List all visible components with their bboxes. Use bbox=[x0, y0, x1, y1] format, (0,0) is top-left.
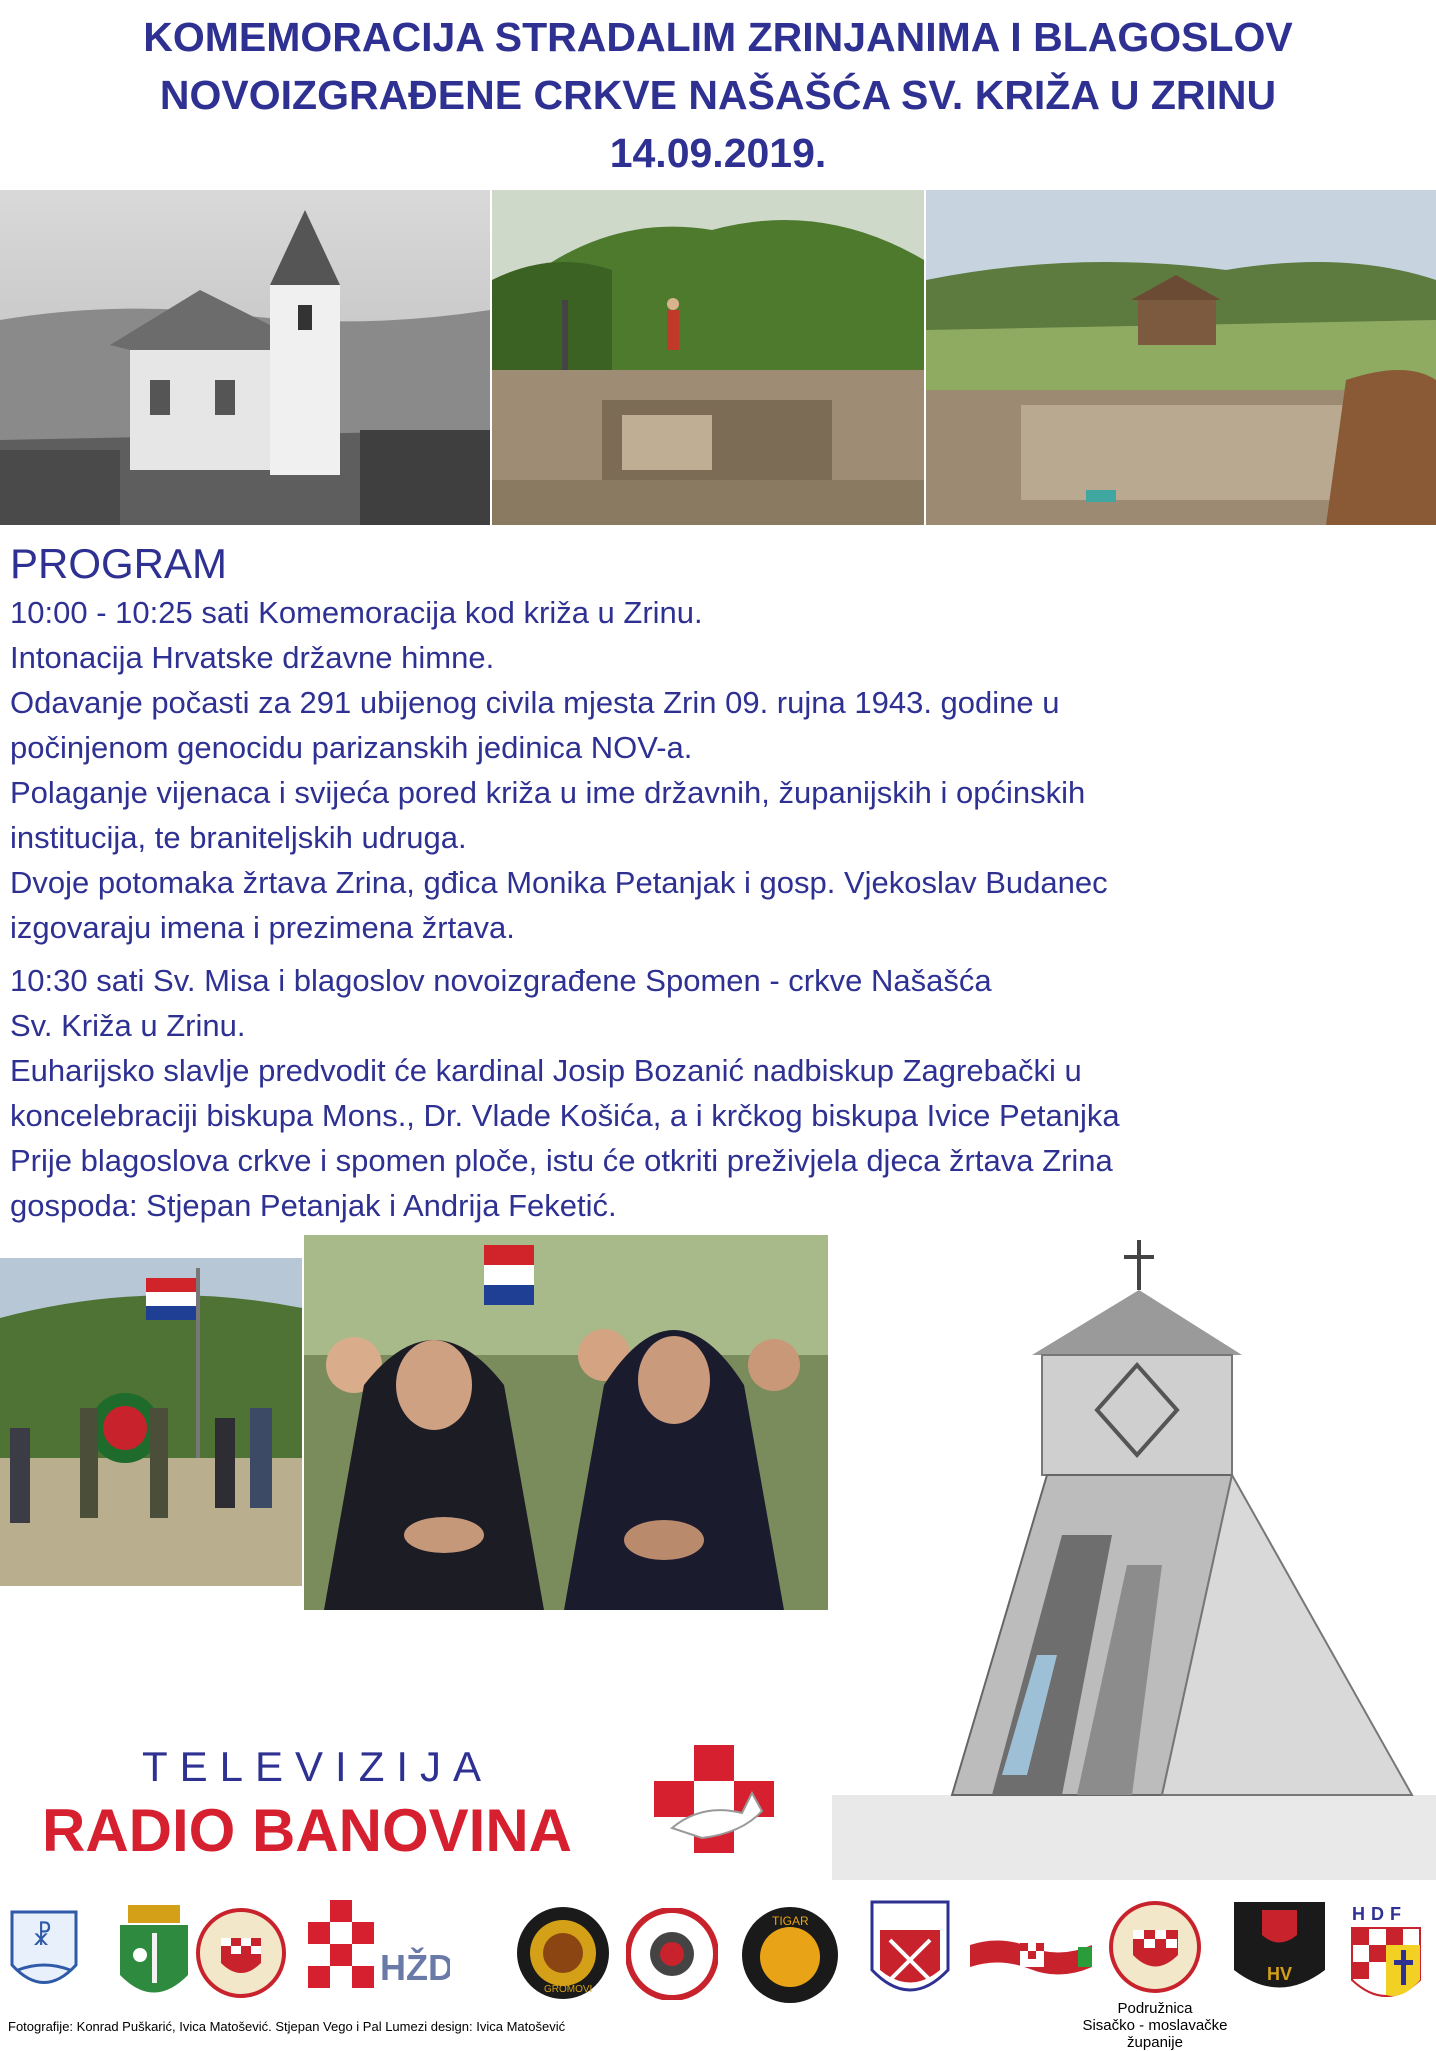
radio-banovina-text: RADIO BANOVINA bbox=[42, 1797, 573, 1863]
program-line: Dvoje potomaka žrtava Zrina, gđica Monika Petanjak i gosp. Vjekoslav Budanec bbox=[10, 865, 1108, 900]
program-section bbox=[10, 538, 1420, 1228]
svg-text:HŽD: HŽD bbox=[380, 1947, 450, 1988]
podruznica-caption: Podružnica Sisačko - moslavačke županije bbox=[1082, 2000, 1228, 2051]
municipality-coat-of-arms bbox=[118, 1905, 190, 2005]
old-church-photo bbox=[0, 190, 490, 525]
svg-text:☧: ☧ bbox=[32, 1922, 53, 1952]
program-line: 10:30 sati Sv. Misa i blagoslov novoizgrađene Spomen - crkve Našašća bbox=[10, 963, 992, 998]
veterans-association-logo bbox=[196, 1908, 286, 1998]
war-veterans-logo bbox=[626, 1908, 718, 2000]
program-line: Prije blagoslova crkve i spomen ploče, istu će otkriti preživjela djeca žrtava Zrina bbox=[10, 1143, 1113, 1178]
hv-logo bbox=[1232, 1900, 1327, 2000]
title-line-2: NOVOIZGRAĐENE CRKVE NAŠAŠĆA SV. KRIŽA U ZRINU bbox=[159, 72, 1277, 118]
program-line: gospoda: Stjepan Petanjak i Andrija Feketić. bbox=[10, 1188, 617, 1223]
photo-credits: Fotografije: Konrad Puškarić, Ivica Matošević. Stjepan Vego i Pal Lumezi design: Ivica Matošević bbox=[8, 2019, 566, 2034]
excavation-photo-2 bbox=[926, 190, 1436, 525]
tigar-brigade-logo bbox=[740, 1905, 840, 2005]
program-heading: PROGRAM bbox=[10, 540, 228, 587]
program-line: institucija, te braniteljskih udruga. bbox=[10, 820, 467, 855]
program-line: Polaganje vijenaca i svijeća pored križa u ime državnih, županijskih i općinskih bbox=[10, 775, 1086, 810]
svg-text:HDF: HDF bbox=[1352, 1904, 1407, 1924]
svg-text:TIGAR: TIGAR bbox=[772, 1914, 809, 1928]
commemoration-photo bbox=[0, 1258, 302, 1586]
excavation-photo-1 bbox=[492, 190, 924, 525]
svg-text:GROMOVI: GROMOVI bbox=[544, 1984, 593, 1995]
new-church-rendering bbox=[832, 1235, 1436, 1880]
program-line: koncelebraciji biskupa Mons., Dr. Vlade Košića, a i krčkog biskupa Ivice Petanjka bbox=[10, 1098, 1120, 1133]
program-line: Intonacija Hrvatske državne himne. bbox=[10, 640, 495, 675]
program-line: počinjenom genocidu parizanskih jedinica NOV-a. bbox=[10, 730, 693, 765]
brigade-shield-logo bbox=[870, 1900, 950, 2010]
radio-banovina-logo bbox=[42, 1733, 790, 1863]
program-line: Euharijsko slavlje predvodit će kardinal Josip Bozanić nadbiskup Zagrebački u bbox=[10, 1053, 1082, 1088]
program-line: 10:00 - 10:25 sati Komemoracija kod križa u Zrinu. bbox=[10, 595, 703, 630]
program-line: Sv. Križa u Zrinu. bbox=[10, 1008, 246, 1043]
page-title bbox=[40, 8, 1396, 182]
svg-text:HV: HV bbox=[1267, 1964, 1293, 1984]
title-date: 14.09.2019. bbox=[609, 130, 827, 176]
title-line-1: KOMEMORACIJA STRADALIM ZRINJANIMA I BLAGOSLOV bbox=[143, 14, 1293, 60]
hdf-logo bbox=[1346, 1900, 1426, 2010]
televizija-text: TELEVIZIJA bbox=[142, 1743, 494, 1790]
podruznica-logo bbox=[1108, 1900, 1203, 1995]
gromovi-brigade-logo bbox=[516, 1906, 611, 2001]
hzd-logo bbox=[300, 1900, 450, 2010]
survivors-photo bbox=[304, 1235, 828, 1610]
program-line: izgovaraju imena i prezimena žrtava. bbox=[10, 910, 515, 945]
zrin-parish-logo bbox=[10, 1910, 78, 2000]
program-line: Odavanje počasti za 291 ubijenog civila mjesta Zrin 09. rujna 1943. godine u bbox=[10, 685, 1060, 720]
croatian-flag-ribbon bbox=[970, 1935, 1092, 1977]
